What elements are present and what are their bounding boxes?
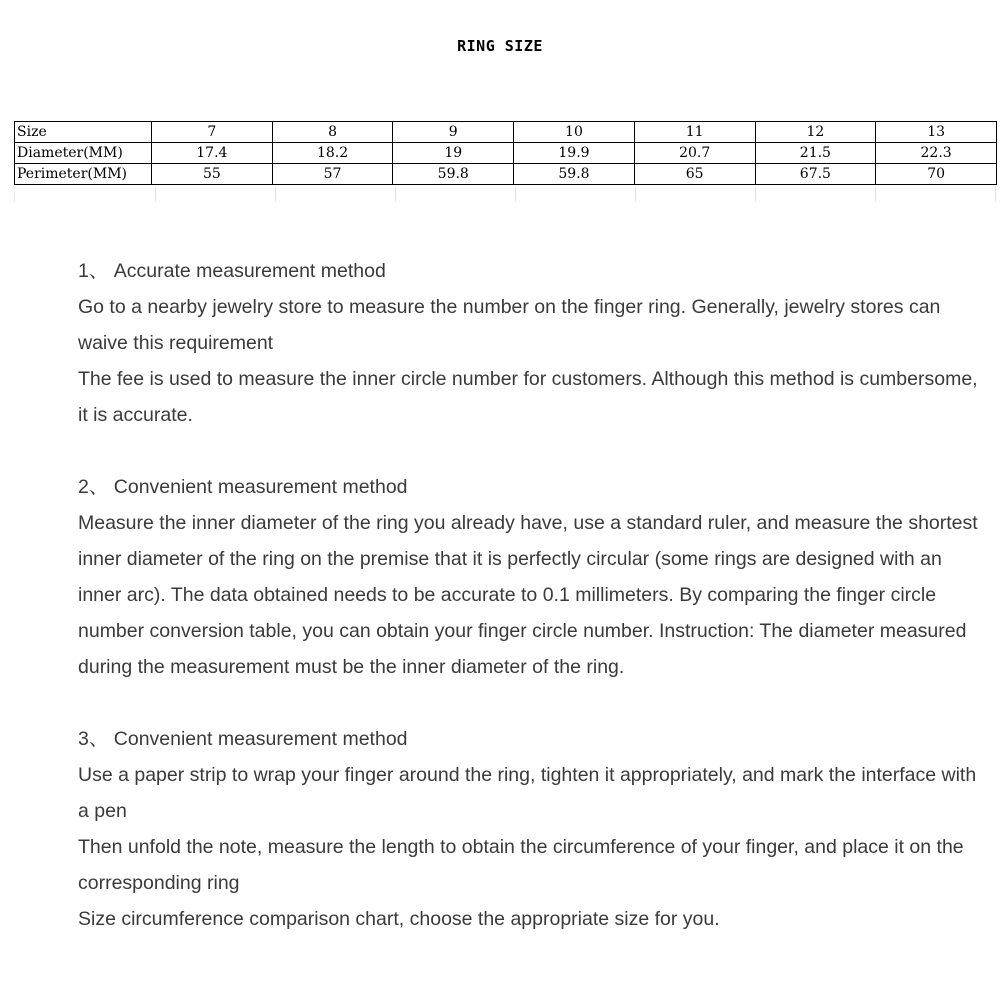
row-label: Diameter(MM): [15, 143, 152, 164]
table-cell: 19.9: [514, 143, 635, 164]
table-cell: 18.2: [272, 143, 393, 164]
table-cell: 59.8: [514, 164, 635, 185]
table-row-size: [15, 122, 997, 143]
section-heading: 2、 Convenient measurement method: [78, 476, 408, 498]
gridline: [635, 186, 636, 202]
table-cell: 9: [393, 122, 514, 143]
table-cell: 7: [152, 122, 273, 143]
ring-size-table: [14, 121, 997, 185]
paragraph: The fee is used to measure the inner circle number for customers. Although this method is cumbersome, it is accurate.: [78, 368, 978, 426]
row-label: Size: [15, 122, 152, 143]
gridline: [395, 186, 396, 202]
section-convenient-method-ruler: [78, 469, 983, 685]
table-cell: 12: [755, 122, 876, 143]
table-cell: 70: [876, 164, 997, 185]
table-cell: 55: [152, 164, 273, 185]
page-title: RING SIZE: [457, 37, 543, 55]
paragraph: Use a paper strip to wrap your finger around the ring, tighten it appropriately, and mark the interface with a pen: [78, 764, 977, 822]
gridline: [875, 186, 876, 202]
gridline: [14, 186, 15, 202]
section-heading: 3、 Convenient measurement method: [78, 728, 408, 750]
table-cell: 59.8: [393, 164, 514, 185]
table-cell: 20.7: [634, 143, 755, 164]
table-cell: 67.5: [755, 164, 876, 185]
table-row-perimeter: [15, 164, 997, 185]
paragraph: Measure the inner diameter of the ring you already have, use a standard ruler, and measure the shortest inner diameter of the ring on the premise that it is perfectly circular (some rings are designed with an inner arc). The data obtained needs to be accurate to 0.1 millimeters. By comparing the finger circle number conversion table, you can obtain your finger circle number. Instruction: The diameter measured during the measurement must be the inner diameter of the ring.: [78, 512, 978, 678]
table-cell: 57: [272, 164, 393, 185]
table-cell: 21.5: [755, 143, 876, 164]
table-cell: 65: [634, 164, 755, 185]
gridline: [755, 186, 756, 202]
paragraph: Then unfold the note, measure the length to obtain the circumference of your finger, and place it on the corresponding ring: [78, 836, 964, 894]
table-cell: 19: [393, 143, 514, 164]
gridline: [515, 186, 516, 202]
paragraph: Size circumference comparison chart, choose the appropriate size for you.: [78, 908, 720, 930]
paragraph: Go to a nearby jewelry store to measure the number on the finger ring. Generally, jewelry stores can waive this requirement: [78, 296, 941, 354]
gridline: [275, 186, 276, 202]
table-cell: 13: [876, 122, 997, 143]
gridline: [155, 186, 156, 202]
instructions: [78, 253, 983, 973]
table-cell: 22.3: [876, 143, 997, 164]
table-cell: 10: [514, 122, 635, 143]
gridline: [995, 186, 996, 202]
section-convenient-method-paper: [78, 721, 983, 937]
table-cell: 17.4: [152, 143, 273, 164]
row-label: Perimeter(MM): [15, 164, 152, 185]
section-accurate-method: [78, 253, 983, 433]
table-row-diameter: [15, 143, 997, 164]
section-heading: 1、 Accurate measurement method: [78, 260, 386, 282]
table-cell: 8: [272, 122, 393, 143]
table-cell: 11: [634, 122, 755, 143]
